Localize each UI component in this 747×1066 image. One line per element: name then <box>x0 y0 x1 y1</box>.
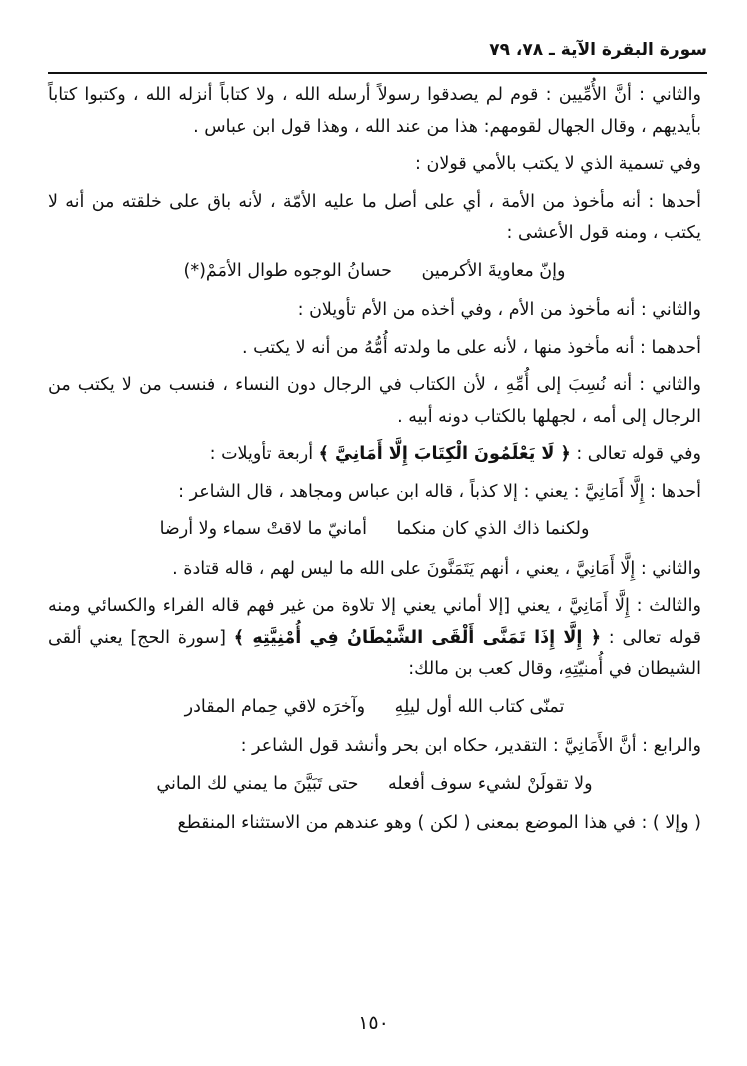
paragraph-text: والثالث : إِلَّا أَمَانِيَّ ، يعني [إلا أماني يعني إلا تلاوة من غير فهم قاله الفراء والكسائي ومنه قوله تعالى : <box>48 596 701 648</box>
verse-first-hemistich: تمنّى كتاب الله أول ليلِهِ <box>394 696 565 717</box>
verse-second-hemistich: حسانُ الوجوه طوال الأمَمْ(*) <box>183 260 392 281</box>
poetry-verse <box>48 514 701 546</box>
paragraph-text: وفي قوله تعالى : <box>570 444 701 464</box>
paragraph: والثاني : إِلَّا أَمَانِيَّ ، يعني ، أنهم يَتَمَنَّونَ على الله ما ليس لهم ، قاله قتادة . <box>172 558 701 579</box>
verse-first-hemistich: وإنّ معاويةَ الأكرمين <box>421 260 566 281</box>
poetry-verse <box>48 256 701 288</box>
verse-first-hemistich: ولا تقولَنْ لشيء سوف أفعله <box>388 773 593 794</box>
paragraph: والثاني : أنَّ الأُمِّيين : قوم لم يصدقوا رسولاً أرسله الله ، ولا كتاباً أنزله الله ، وكتبوا كتاباً بأيديهم ، وقال الجهال لقومهم: هذا من عند الله ، وهذا قول ابن عباس . <box>48 85 701 137</box>
verse-second-hemistich: أمانيّ ما لاقتْ سماء ولا أرضا <box>159 519 367 539</box>
paragraph-text: [سورة الحج] يعني ألقى الشيطان في أُمنيّتِهِ، وقال كعب بن مالك: <box>48 627 701 679</box>
paragraph: ( وإلا ) : في هذا الموضع بمعنى ( لكن ) وهو عندهم من الاستثناء المنقطع <box>177 813 701 833</box>
verse-second-hemistich: وآخرَه لاقي حِمام المقادر <box>184 696 366 717</box>
paragraph: وفي تسمية الذي لا يكتب بالأمي قولان : <box>415 154 701 174</box>
paragraph: والثاني : أنه نُسِبَ إلى أُمِّهِ ، لأن الكتاب في الرجال دون النساء ، فنسب من لا يكتب من الرجال إلى أمه ، لجهلها بالكتاب دونه أبيه . <box>48 375 701 427</box>
page-header <box>48 38 707 74</box>
paragraph: أحدها : إِلَّا أَمَانِيَّ : يعني : إلا كذباً ، قاله ابن عباس ومجاهد ، قال الشاعر : <box>178 481 701 502</box>
paragraph: والرابع : أنَّ الأَمَانِيَّ : التقدير، حكاه ابن بحر وأنشد قول الشاعر : <box>240 736 701 756</box>
poetry-verse <box>48 692 701 724</box>
poetry-verse <box>48 769 701 801</box>
page-number: ١٥٠ <box>358 1012 389 1034</box>
quran-quote: ﴿ لَا يَعْلَمُونَ الْكِتَابَ إِلَّا أَمَانِيَّ ﴾ <box>318 444 571 464</box>
paragraph <box>48 591 701 686</box>
paragraph-text: أربعة تأويلات : <box>209 444 319 464</box>
running-title: سورة البقرة الآية ـ ٧٨، ٧٩ <box>489 40 707 60</box>
verse-first-hemistich: ولكنما ذاك الذي كان منكما <box>396 519 590 539</box>
paragraph: أحدها : أنه مأخوذ من الأمة ، أي على أصل ما عليه الأمّة ، لأنه باق على خلقته من أنه لا يكتب ، ومنه قول الأعشى : <box>48 191 701 243</box>
paragraph: والثاني : أنه مأخوذ من الأم ، وفي أخذه من الأم تأويلان : <box>297 300 701 320</box>
verse-second-hemistich: حتى تَبَيَّنَ ما يمني لك الماني <box>156 773 359 794</box>
quran-quote: ﴿ إِلَّا إِذَا تَمَنَّى أَلْقَى الشَّيْطَانُ فِي أُمْنِيَّتِهِ ﴾ <box>233 627 602 648</box>
paragraph: أحدهما : أنه مأخوذ منها ، لأنه على ما ولدته أُمُّهُ من أنه لا يكتب . <box>241 337 701 358</box>
main-text <box>48 80 701 846</box>
paragraph <box>48 439 701 471</box>
